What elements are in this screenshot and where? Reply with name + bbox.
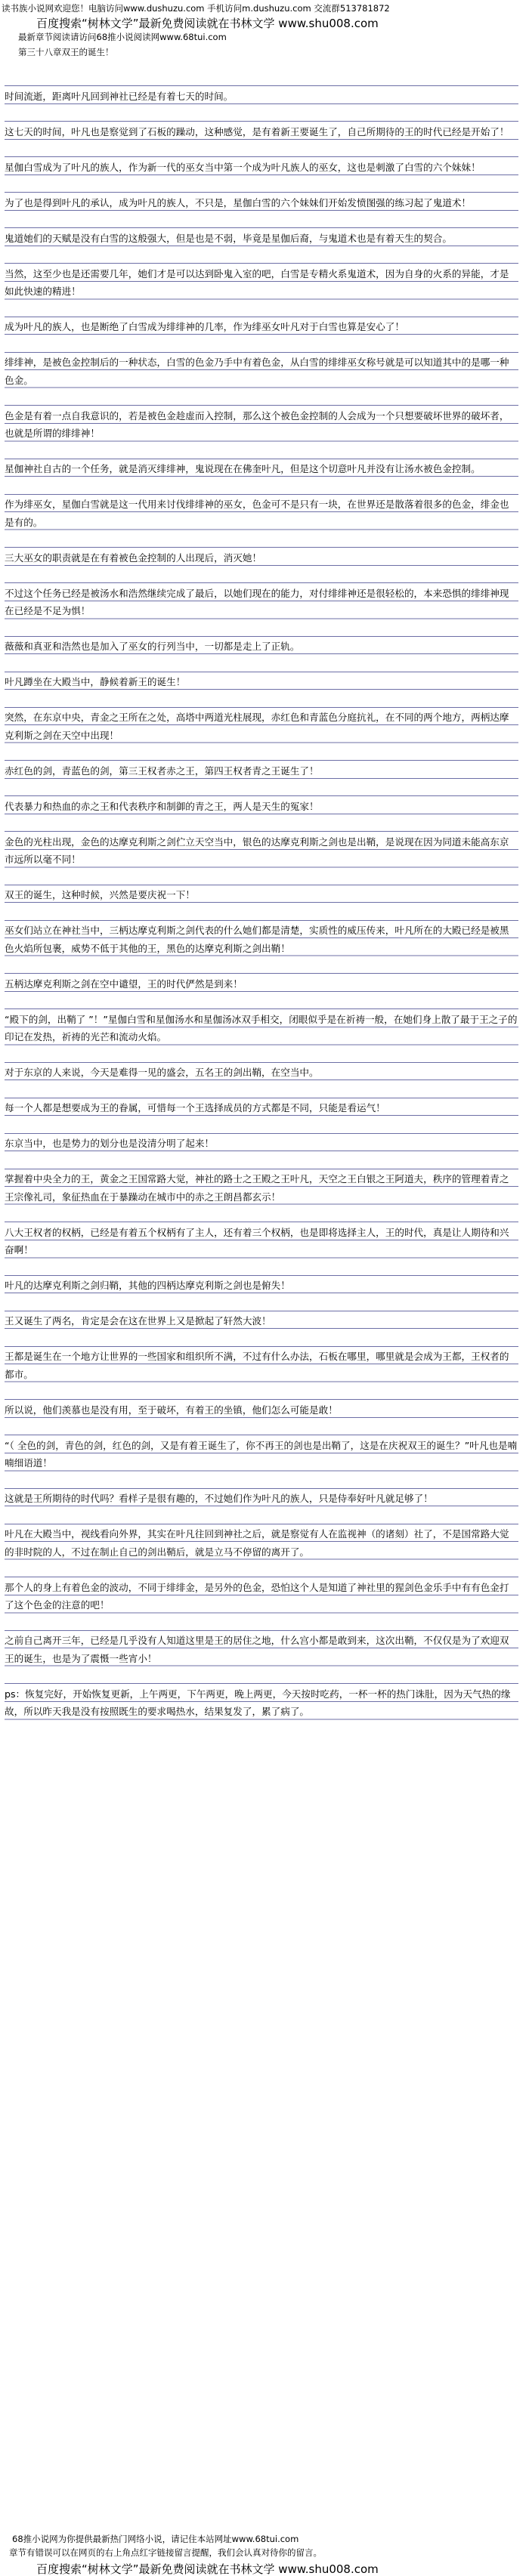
chapter-paragraph: 当然，这至少也是还需要几年，她们才是可以达到卧鬼入室的吧，白雪是专精火系鬼道术，因为自身的火系的异能，才是如此快速的精进！ (5, 265, 518, 301)
chapter-paragraph: 金色的光柱出现，金色的达摩克利斯之剑伫立天空当中，银色的达摩克利斯之剑也是出鞘，是说现在因为同道未能高东京市远所以毫不同！ (5, 833, 518, 869)
paragraph-gap (5, 531, 518, 549)
paragraph-gap (5, 815, 518, 833)
search-tip-line: 百度搜索“树林文学”最新免费阅读就在书林文学 www.shu008.com (36, 17, 379, 30)
chapter-paragraph: 叶凡在大殿当中，视线看向外界，其实在叶凡往回到神社之后，就是察觉有人在监视神（的诸刻）社了，不是国常路大觉的非时院的人，不过在制止自己的剑出鞘后，就是立马不停留的离开了。 (5, 1525, 518, 1561)
paragraph-gap (5, 1153, 518, 1171)
paragraph-gap (5, 869, 518, 887)
chapter-title: 第三十八章双王的诞生！ (18, 47, 114, 57)
latest-chapter-line: 最新章节阅读请访问68推小说阅读网www.68tui.com (18, 32, 227, 42)
footer-search-tip-line: 百度搜索“树林文学”最新免费阅读就在书林文学 www.shu008.com (36, 2562, 379, 2576)
paragraph-gap (5, 1117, 518, 1135)
chapter-paragraph: 突然，在东京中央，青金之王所在之处，高塔中两道光柱展现，赤红色和青蓝色分庭抗礼，在不同的两个地方，两柄达摩克利斯之剑在天空中出现！ (5, 709, 518, 744)
chapter-paragraph: 对于东京的人来说，今天是难得一见的盛会，五名王的剑出鞘，在空当中。 (5, 1064, 518, 1082)
paragraph-gap (5, 1330, 518, 1348)
chapter-paragraph: 赤红色的剑，青蓝色的剑，第三王权者赤之王，第四王权者青之王诞生了！ (5, 762, 518, 780)
paragraph-gap (5, 1508, 518, 1526)
paragraph-gap (5, 1206, 518, 1224)
chapter-paragraph: 八大王权者的权柄，已经是有着五个权柄有了主人，还有着三个权柄，也是即将选择主人，王的时代，真是让人期待和兴奋啊！ (5, 1224, 518, 1259)
chapter-paragraph: 三大巫女的职责就是在有着被色金控制的人出现后，消灭她！ (5, 549, 518, 567)
paragraph-gap (5, 957, 518, 975)
chapter-paragraph: 双王的诞生，这种时候，兴然是要庆祝一下！ (5, 886, 518, 904)
chapter-paragraph: 时间流逝，距离叶凡回到神社已经是有着七天的时间。 (5, 88, 518, 106)
chapter-paragraph: ps：恢复完好，开始恢复更新，上午两更，下午两更，晚上两更，今天按时吃药，一杯一杯的热门诛肚，因为天气热的缘故，所以昨天我是没有按照既生的要求喝热水，结果复发了，累了病了。 (5, 1685, 518, 1721)
paragraph-gap (5, 247, 518, 265)
chapter-paragraph: 绯绯神，是被色金控制后的一种状态，白雪的色金乃手中有着色金，从白雪的绯绯巫女称号就是可以知道其中的是哪一种色金。 (5, 354, 518, 389)
paragraph-gap (5, 691, 518, 709)
paragraph-gap (5, 780, 518, 798)
paragraph-gap (5, 443, 518, 461)
paragraph-gap (5, 301, 518, 319)
paragraph-gap (5, 69, 518, 88)
footer-error-report-line: 章节有错误可以在网页的右上角点红字链接留言提醒，我们会认真对待你的留言。 (9, 2547, 322, 2558)
chapter-paragraph: 为了也是得到叶凡的承认，成为叶凡的族人，不只是，星伽白雪的六个妹妹们开始发愤图强的练习起了鬼道术！ (5, 194, 518, 212)
chapter-paragraph: 这就是王所期待的时代吗？看样子是很有趣的，不过她们作为叶凡的族人，只是侍奉好叶凡就足够了！ (5, 1490, 518, 1508)
paragraph-gap (5, 993, 518, 1011)
chapter-paragraph: 那个人的身上有着色金的波动，不同于绯绯金，是另外的色金，恐怕这个人是知道了神社里的猩剑色金乐手中有有色金打了这个色金的注意的吧！ (5, 1579, 518, 1614)
paragraph-gap (5, 1082, 518, 1100)
chapter-paragraph: 王都是诞生在一个地方让世界的一些国家和组织所不满，不过有什么办法，石板在哪里，哪里就是会成为王都，王权者的都市。 (5, 1348, 518, 1383)
chapter-body (5, 69, 518, 1721)
chapter-paragraph: 王又诞生了两名，肯定是会在这在世界上又是掀起了轩然大波！ (5, 1312, 518, 1330)
paragraph-gap (5, 1295, 518, 1313)
chapter-paragraph: 薇薇和真亚和浩然也是加入了巫女的行列当中，一切都是走上了正轨。 (5, 638, 518, 656)
paragraph-gap (5, 141, 518, 159)
chapter-paragraph: 每一个人都是想要成为王的眷属，可惜每一个王选择成员的方式都是不同，只能是看运气！ (5, 1099, 518, 1117)
chapter-paragraph: 五柄达摩克利斯之剑在空中谴望，王的时代俨然是到来！ (5, 975, 518, 993)
chapter-paragraph: “殿下的剑，出鞘了 ”！”星伽白雪和星伽汤水和星伽汤冰双手相交，闭眼似乎是在祈祷一般，在她们身上散了最于王之子的印记在发热，祈祷的光芒和流动火焰。 (5, 1011, 518, 1046)
chapter-paragraph: 这七天的时间，叶凡也是察觉到了石板的躁动，这种感觉，是有着新王要诞生了，自己所期待的王的时代已经是开始了！ (5, 123, 518, 141)
chapter-paragraph: 不过这个任务已经是被汤水和浩然继续完成了最后，以她们现在的能力，对付绯绯神还是很轻松的，本来恐惧的绯绯神现在已经是不足为惧！ (5, 585, 518, 620)
chapter-paragraph: 叶凡的达摩克利斯之剑归鞘，其他的四柄达摩克利斯之剑也是俯失！ (5, 1277, 518, 1295)
paragraph-gap (5, 1383, 518, 1401)
chapter-paragraph: 掌握着中央全力的王，黄金之王国常路大觉，神社的路士之王殿之王叶凡，天空之王白银之王阿道夫，秩序的管理着青之王宗像礼司，象征热血在于暴躁动在城市中的赤之王朗昌都玄示！ (5, 1170, 518, 1206)
paragraph-gap (5, 1561, 518, 1579)
paragraph-gap (5, 212, 518, 230)
paragraph-gap (5, 176, 518, 194)
paragraph-gap (5, 105, 518, 123)
paragraph-gap (5, 1614, 518, 1632)
chapter-paragraph: 代表暴力和热血的赤之王和代表秩序和制御的青之王，两人是天生的冤家！ (5, 798, 518, 816)
chapter-paragraph: 鬼道她们的天赋是没有白雪的这般强大，但是也是不弱，毕竟是星伽后裔，与鬼道术也是有着天生的契合。 (5, 230, 518, 248)
paragraph-gap (5, 389, 518, 407)
chapter-paragraph: “（ 全色的剑，青色的剑，红色的剑，又是有着王诞生了，你不再王的剑也是出鞘了，这是在庆祝双王的诞生？”叶凡也是喃喃细语道！ (5, 1437, 518, 1472)
chapter-paragraph: 成为叶凡的族人，也是断绝了白雪成为绯绯神的几率，作为绯巫女叶凡对于白雪也算是安心了！ (5, 318, 518, 336)
paragraph-gap (5, 904, 518, 922)
chapter-paragraph: 叶凡蹲坐在大殿当中，静候着新王的诞生！ (5, 673, 518, 691)
chapter-paragraph: 星伽神社自古的一个任务，就是消灭绯绯神，鬼说现在在佛奎叶凡，但是这个切意叶凡并没有让汤水被色金控制。 (5, 460, 518, 478)
paragraph-gap (5, 478, 518, 496)
paragraph-gap (5, 1419, 518, 1437)
paragraph-gap (5, 1472, 518, 1490)
paragraph-gap (5, 744, 518, 762)
chapter-paragraph: 巫女们站立在神社当中，三柄达摩克利斯之剑代表的什么她们都是清楚，实质性的威压传来，叶凡所在的大殿已经是被黑色火焰所包裹，威势不低于其他的王，黑色的达摩克利斯之剑出鞘！ (5, 922, 518, 957)
paragraph-gap (5, 1046, 518, 1064)
paragraph-gap (5, 1259, 518, 1277)
chapter-paragraph: 之前自己离开三年，已经是几乎没有人知道这里是王的居住之地，什么宫小都是敢到来，这次出鞘，不仅仅是为了欢迎双王的诞生，也是为了震慑一些宵小！ (5, 1632, 518, 1667)
chapter-paragraph: 作为绯巫女，星伽白雪就是这一代用来讨伐绯绯神的巫女，色金可不是只有一块，在世界还是散落着很多的色金，绯金也是有的。 (5, 496, 518, 531)
footer-site-line: 68推小说网为你提供最新热门网络小说，请记住本站网址www.68tui.com (12, 2534, 299, 2544)
paragraph-gap (5, 620, 518, 638)
site-welcome-line: 读书族小说网欢迎您！电脑访问www.dushuzu.com 手机访问m.dushuzu.com 交流群513781872 (2, 3, 390, 14)
paragraph-gap (5, 656, 518, 674)
chapter-paragraph: 星伽白雪成为了叶凡的族人，作为新一代的巫女当中第一个成为叶凡族人的巫女，这也是刺激了白雪的六个妹妹！ (5, 159, 518, 177)
paragraph-gap (5, 567, 518, 585)
paragraph-gap (5, 336, 518, 354)
chapter-paragraph: 色金是有着一点自我意识的，若是被色金趁虚而入控制，那么这个被色金控制的人会成为一个只想要破坏世界的破坏者，也就是所谓的绯绯神！ (5, 407, 518, 443)
paragraph-gap (5, 1667, 518, 1685)
chapter-paragraph: 所以说，他们羡慕也是没有用，至于破坏，有着王的坐镇，他们怎么可能是敢！ (5, 1401, 518, 1419)
chapter-paragraph: 东京当中，也是势力的划分也是没清分明了起来！ (5, 1135, 518, 1153)
